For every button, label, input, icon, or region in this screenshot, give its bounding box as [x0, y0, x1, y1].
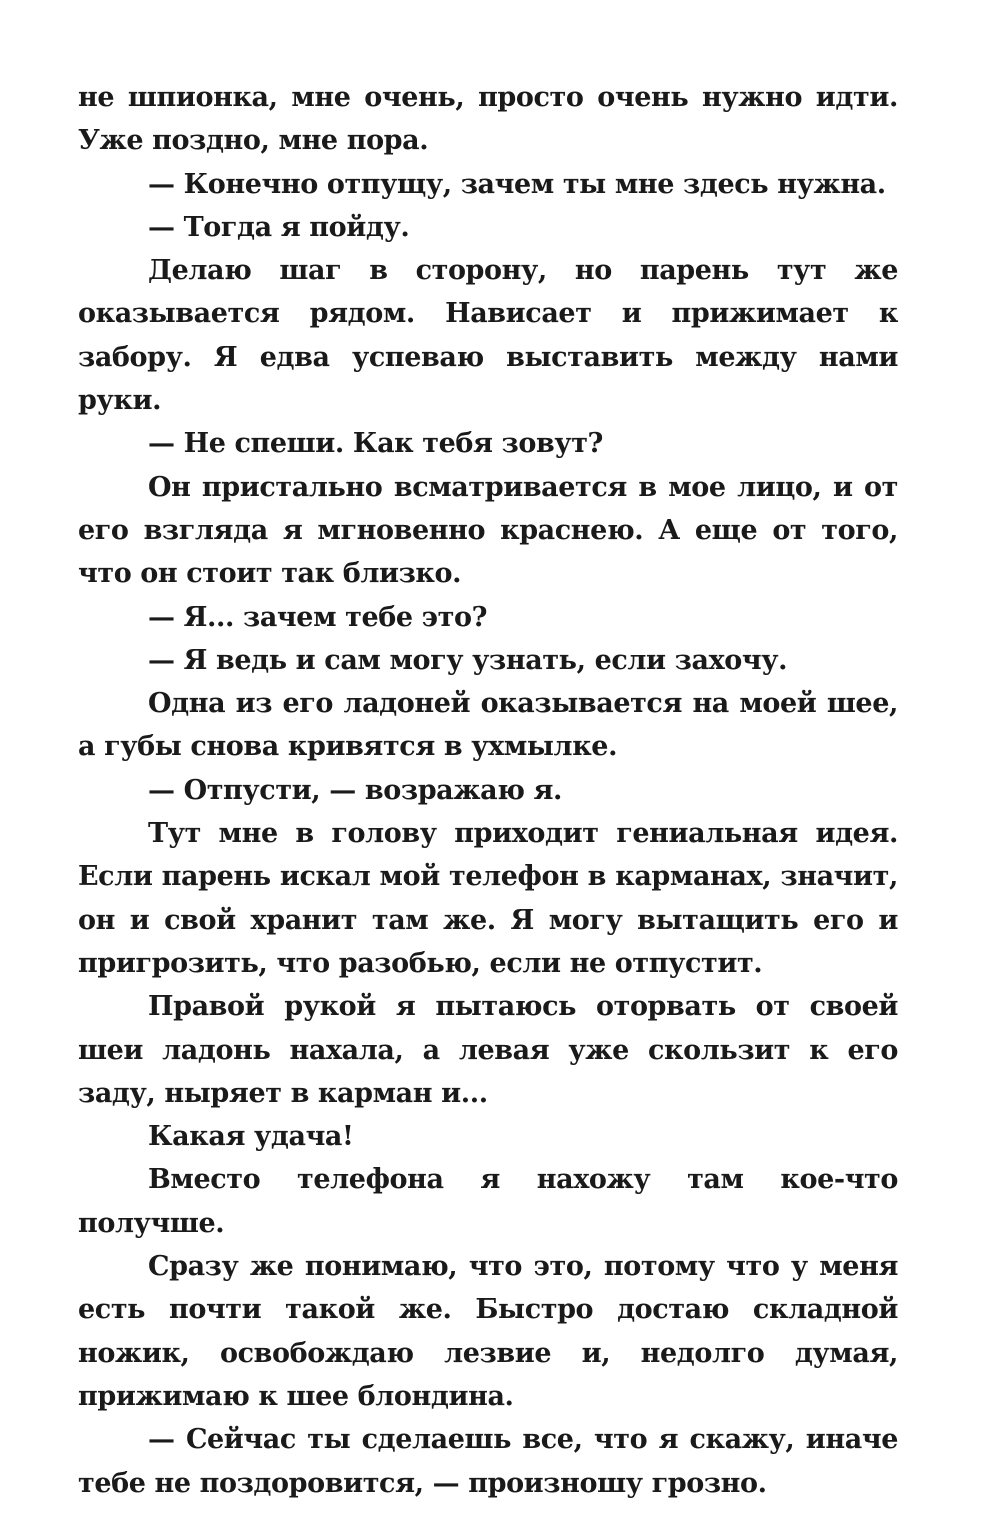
paragraph-16: — Сейчас ты сделаешь все, что я скажу, иначе тебе не поздоровится, — произношу грозно. — [78, 1424, 898, 1499]
paragraph-8: — Я ведь и сам могу узнать, если захочу. — [148, 644, 788, 676]
paragraph-5: — Не спеши. Как тебя зовут? — [148, 428, 603, 460]
paragraph-12: Правой рукой я пытаюсь оторвать от своей шеи ладонь нахала, а левая уже скользит к его заду, ныряет в карман и... — [78, 991, 898, 1109]
paragraph-9: Одна из его ладоней оказывается на моей шее, а губы снова кривятся в ухмылке. — [78, 688, 898, 763]
paragraph-4: Делаю шаг в сторону, но парень тут же оказывается рядом. Нависает и прижимает к забору. Я едва успеваю выставить между нами руки. — [78, 255, 898, 417]
paragraph-10: — Отпусти, — возражаю я. — [148, 774, 563, 806]
paragraph-2: — Конечно отпущу, зачем ты мне здесь нужна. — [148, 168, 886, 200]
paragraph-15: Сразу же понимаю, что это, потому что у меня есть почти такой же. Быстро достаю складной ножик, освобождаю лезвие и, недолго думая, прижимаю к шее блондина. — [78, 1251, 898, 1412]
paragraph-14: Вместо телефона я нахожу там кое-что получше. — [78, 1164, 898, 1239]
paragraph-7: — Я... зачем тебе это? — [148, 601, 488, 633]
paragraph-6: Он пристально всматривается в мое лицо, и от его взгляда я мгновенно краснею. А еще от того, что он стоит так близко. — [78, 471, 898, 590]
paragraph-11: Тут мне в голову приходит гениальная идея. Если парень искал мой телефон в карманах, значит, он и свой хранит там же. Я могу вытащить его и пригрозить, что разобью, если не отпустит. — [78, 818, 898, 979]
page-text — [78, 76, 898, 1505]
paragraph-13: Какая удача! — [148, 1121, 354, 1153]
paragraph-1: не шпионка, мне очень, просто очень нужно идти. Уже поздно, мне пора. — [78, 82, 898, 157]
paragraph-3: — Тогда я пойду. — [148, 211, 410, 243]
